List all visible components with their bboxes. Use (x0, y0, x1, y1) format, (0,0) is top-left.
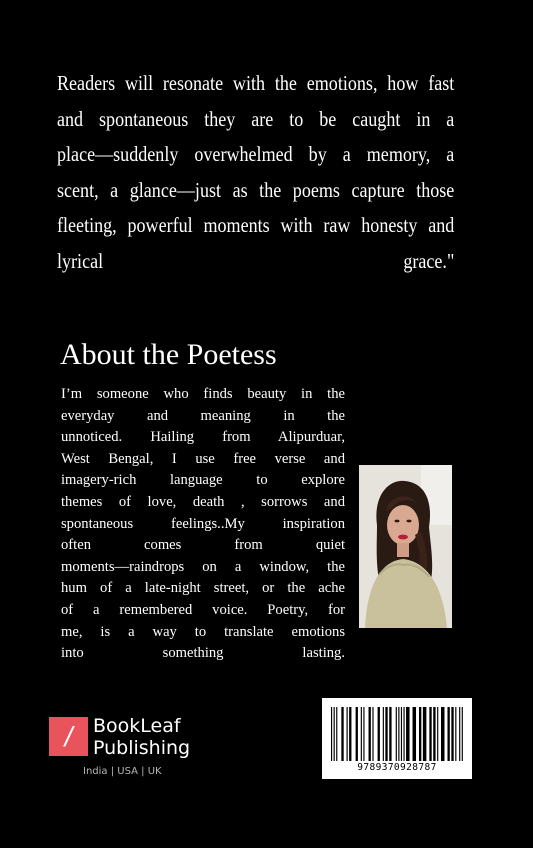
isbn-barcode (322, 698, 472, 779)
bio-line: me, is a way to translate emotions (61, 623, 345, 640)
about-heading: About the Poetess (60, 338, 277, 371)
bio-line: hum of a late-night street, or the ache (61, 580, 345, 597)
barcode-bar (406, 707, 409, 761)
barcode-bar (413, 707, 416, 761)
barcode-bar (385, 707, 387, 761)
bio-line: imagery-rich language to explore (61, 472, 345, 489)
blurb-line: fleeting, powerful moments with raw honesty and (57, 213, 455, 237)
barcode-bar (419, 707, 421, 761)
barcode-bar (401, 707, 402, 761)
bio-line: West Bengal, I use free verse and (61, 450, 345, 467)
barcode-bar (396, 707, 397, 761)
barcode-bar (462, 707, 463, 761)
barcode-bar (398, 707, 399, 761)
barcode-bar (363, 707, 364, 761)
barcode-bar (356, 707, 358, 761)
publisher-logo-mark: / (49, 717, 88, 756)
bio-line: often comes from quiet (61, 537, 345, 554)
bio-line: everyday and meaning in the (61, 407, 345, 424)
bio-line: moments—raindrops on a window, the (61, 558, 345, 575)
barcode-bar (341, 707, 343, 761)
publisher-name (93, 715, 213, 759)
author-bio (61, 384, 345, 665)
back-cover-blurb (57, 66, 454, 279)
barcode-bar (369, 707, 371, 761)
barcode-bar (378, 707, 380, 761)
barcode-bar (441, 707, 444, 761)
author-photo (359, 465, 452, 628)
barcode-bars (331, 707, 463, 761)
barcode-bar (459, 707, 460, 761)
barcode-bar (349, 707, 351, 761)
blurb-line: and spontaneous they are to be caught in a (57, 106, 455, 131)
barcode-bar (361, 707, 362, 761)
publisher-name-line2: Publishing (93, 737, 191, 759)
blurb-line: place—suddenly overwhelmed by a memory, a (57, 142, 455, 166)
barcode-bar (455, 707, 456, 761)
barcode-bar (447, 707, 449, 761)
barcode-bar (429, 707, 431, 761)
bio-line: themes of love, death , sorrows and (61, 493, 345, 510)
barcode-bar (451, 707, 453, 761)
isbn-number: 9789370928787 (357, 762, 437, 773)
bio-line: of a remembered voice. Poetry, for (61, 601, 345, 618)
barcode-bar (336, 707, 337, 761)
bio-line: unnoticed. Hailing from Alipurduar, (61, 429, 345, 446)
bio-line: I’m someone who finds beauty in the (61, 386, 345, 402)
blurb-line: Readers will resonate with the emotions, how fast (57, 71, 455, 95)
barcode-bar (383, 707, 384, 761)
blurb-line: lyrical grace." (57, 248, 455, 273)
barcode-bar (334, 707, 335, 761)
blurb-line: scent, a glance—just as the poems capture those (57, 177, 455, 202)
bio-line: into something lasting. (61, 645, 345, 662)
publisher-regions: India | USA | UK (83, 766, 162, 777)
barcode-bar (423, 707, 426, 761)
barcode-bar (331, 707, 332, 761)
barcode-bar (433, 707, 435, 761)
barcode-bar (372, 707, 373, 761)
barcode-bar (389, 707, 391, 761)
barcode-bar (437, 707, 438, 761)
publisher-name-line1: BookLeaf (93, 715, 181, 737)
bio-line: spontaneous feelings..My inspiration (61, 515, 345, 532)
barcode-bar (403, 707, 404, 761)
barcode-bar (347, 707, 348, 761)
